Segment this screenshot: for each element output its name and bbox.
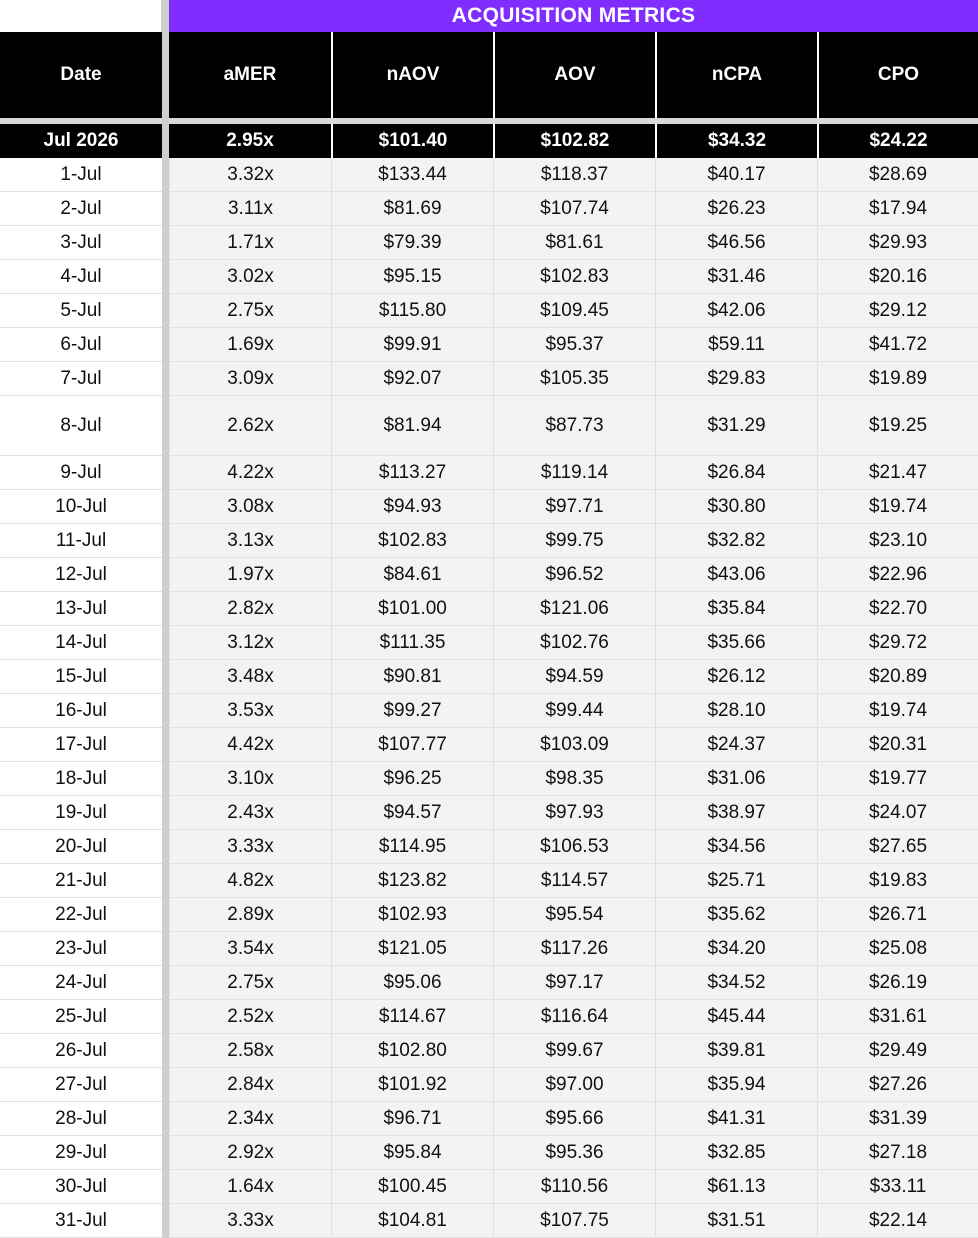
aov-cell[interactable]: $98.35 xyxy=(493,762,655,796)
amer-cell[interactable]: 3.48x xyxy=(169,660,331,694)
table-row xyxy=(0,294,978,328)
column-header-amer[interactable]: aMER xyxy=(169,32,331,118)
naov-cell[interactable]: $111.35 xyxy=(331,626,493,660)
table-body xyxy=(0,158,978,1238)
aov-cell[interactable]: $107.75 xyxy=(493,1204,655,1238)
date-cell[interactable]: 2-Jul xyxy=(0,192,162,226)
date-cell[interactable]: 24-Jul xyxy=(0,966,162,1000)
date-cell[interactable]: 4-Jul xyxy=(0,260,162,294)
date-cell[interactable]: 31-Jul xyxy=(0,1204,162,1238)
amer-cell[interactable]: 2.34x xyxy=(169,1102,331,1136)
table-row xyxy=(0,192,978,226)
ncpa-cell[interactable]: $59.11 xyxy=(655,328,817,362)
naov-cell[interactable]: $94.57 xyxy=(331,796,493,830)
ncpa-cell[interactable]: $35.94 xyxy=(655,1068,817,1102)
date-cell[interactable]: 27-Jul xyxy=(0,1068,162,1102)
ncpa-cell[interactable]: $34.52 xyxy=(655,966,817,1000)
ncpa-cell[interactable]: $26.23 xyxy=(655,192,817,226)
date-cell[interactable]: 17-Jul xyxy=(0,728,162,762)
cpo-cell[interactable]: $28.69 xyxy=(817,158,978,192)
naov-cell[interactable]: $94.93 xyxy=(331,490,493,524)
naov-cell[interactable]: $115.80 xyxy=(331,294,493,328)
naov-cell[interactable]: $81.94 xyxy=(331,396,493,456)
aov-cell[interactable]: $95.54 xyxy=(493,898,655,932)
cpo-cell[interactable]: $27.65 xyxy=(817,830,978,864)
naov-cell[interactable]: $92.07 xyxy=(331,362,493,396)
total-ncpa-cell[interactable]: $34.32 xyxy=(655,124,817,158)
amer-cell[interactable]: 2.89x xyxy=(169,898,331,932)
amer-cell[interactable]: 4.82x xyxy=(169,864,331,898)
table-row xyxy=(0,490,978,524)
amer-cell[interactable]: 3.53x xyxy=(169,694,331,728)
date-cell[interactable]: 15-Jul xyxy=(0,660,162,694)
naov-cell[interactable]: $96.71 xyxy=(331,1102,493,1136)
aov-cell[interactable]: $114.57 xyxy=(493,864,655,898)
naov-cell[interactable]: $95.06 xyxy=(331,966,493,1000)
aov-cell[interactable]: $102.83 xyxy=(493,260,655,294)
aov-cell[interactable]: $107.74 xyxy=(493,192,655,226)
ncpa-cell[interactable]: $42.06 xyxy=(655,294,817,328)
date-cell[interactable]: 26-Jul xyxy=(0,1034,162,1068)
table-row xyxy=(0,396,978,456)
aov-cell[interactable]: $121.06 xyxy=(493,592,655,626)
date-cell[interactable]: 29-Jul xyxy=(0,1136,162,1170)
cpo-cell[interactable]: $24.07 xyxy=(817,796,978,830)
amer-cell[interactable]: 3.08x xyxy=(169,490,331,524)
amer-cell[interactable]: 3.54x xyxy=(169,932,331,966)
amer-cell[interactable]: 2.84x xyxy=(169,1068,331,1102)
ncpa-cell[interactable]: $30.80 xyxy=(655,490,817,524)
column-header-cpo[interactable]: CPO xyxy=(817,32,978,118)
frozen-column-divider[interactable] xyxy=(162,0,169,1238)
amer-cell[interactable]: 1.97x xyxy=(169,558,331,592)
naov-cell[interactable]: $101.92 xyxy=(331,1068,493,1102)
total-date-cell[interactable]: Jul 2026 xyxy=(0,124,162,158)
amer-cell[interactable]: 1.69x xyxy=(169,328,331,362)
total-cpo-cell[interactable]: $24.22 xyxy=(817,124,978,158)
cpo-cell[interactable]: $31.61 xyxy=(817,1000,978,1034)
aov-cell[interactable]: $119.14 xyxy=(493,456,655,490)
aov-cell[interactable]: $97.17 xyxy=(493,966,655,1000)
ncpa-cell[interactable]: $26.12 xyxy=(655,660,817,694)
table-row xyxy=(0,1102,978,1136)
naov-cell[interactable]: $107.77 xyxy=(331,728,493,762)
aov-cell[interactable]: $95.36 xyxy=(493,1136,655,1170)
table-row xyxy=(0,796,978,830)
amer-cell[interactable]: 2.75x xyxy=(169,966,331,1000)
aov-cell[interactable]: $96.52 xyxy=(493,558,655,592)
table-row xyxy=(0,830,978,864)
naov-cell[interactable]: $113.27 xyxy=(331,456,493,490)
date-cell[interactable]: 20-Jul xyxy=(0,830,162,864)
aov-cell[interactable]: $105.35 xyxy=(493,362,655,396)
naov-cell[interactable]: $81.69 xyxy=(331,192,493,226)
table-row xyxy=(0,226,978,260)
ncpa-cell[interactable]: $39.81 xyxy=(655,1034,817,1068)
date-cell[interactable]: 3-Jul xyxy=(0,226,162,260)
total-aov-cell[interactable]: $102.82 xyxy=(493,124,655,158)
ncpa-cell[interactable]: $29.83 xyxy=(655,362,817,396)
ncpa-cell[interactable]: $31.06 xyxy=(655,762,817,796)
cpo-cell[interactable]: $19.74 xyxy=(817,694,978,728)
amer-cell[interactable]: 3.11x xyxy=(169,192,331,226)
aov-cell[interactable]: $109.45 xyxy=(493,294,655,328)
ncpa-cell[interactable]: $32.82 xyxy=(655,524,817,558)
aov-cell[interactable]: $99.44 xyxy=(493,694,655,728)
date-cell[interactable]: 6-Jul xyxy=(0,328,162,362)
amer-cell[interactable]: 4.42x xyxy=(169,728,331,762)
table-row xyxy=(0,362,978,396)
ncpa-cell[interactable]: $35.84 xyxy=(655,592,817,626)
cpo-cell[interactable]: $17.94 xyxy=(817,192,978,226)
naov-cell[interactable]: $99.27 xyxy=(331,694,493,728)
ncpa-cell[interactable]: $28.10 xyxy=(655,694,817,728)
amer-cell[interactable]: 1.71x xyxy=(169,226,331,260)
cpo-cell[interactable]: $41.72 xyxy=(817,328,978,362)
table-row xyxy=(0,456,978,490)
date-cell[interactable]: 21-Jul xyxy=(0,864,162,898)
cpo-cell[interactable]: $20.89 xyxy=(817,660,978,694)
aov-cell[interactable]: $103.09 xyxy=(493,728,655,762)
naov-cell[interactable]: $99.91 xyxy=(331,328,493,362)
cpo-cell[interactable]: $19.77 xyxy=(817,762,978,796)
naov-cell[interactable]: $79.39 xyxy=(331,226,493,260)
ncpa-cell[interactable]: $32.85 xyxy=(655,1136,817,1170)
cpo-cell[interactable]: $22.96 xyxy=(817,558,978,592)
ncpa-cell[interactable]: $61.13 xyxy=(655,1170,817,1204)
amer-cell[interactable]: 3.32x xyxy=(169,158,331,192)
cpo-cell[interactable]: $27.26 xyxy=(817,1068,978,1102)
amer-cell[interactable]: 2.43x xyxy=(169,796,331,830)
date-cell[interactable]: 16-Jul xyxy=(0,694,162,728)
cpo-cell[interactable]: $20.31 xyxy=(817,728,978,762)
ncpa-cell[interactable]: $43.06 xyxy=(655,558,817,592)
naov-cell[interactable]: $100.45 xyxy=(331,1170,493,1204)
date-cell[interactable]: 22-Jul xyxy=(0,898,162,932)
table-row xyxy=(0,694,978,728)
cpo-cell[interactable]: $19.25 xyxy=(817,396,978,456)
ncpa-cell[interactable]: $45.44 xyxy=(655,1000,817,1034)
date-cell[interactable]: 13-Jul xyxy=(0,592,162,626)
aov-cell[interactable]: $97.93 xyxy=(493,796,655,830)
naov-cell[interactable]: $96.25 xyxy=(331,762,493,796)
cpo-cell[interactable]: $29.93 xyxy=(817,226,978,260)
table-row xyxy=(0,932,978,966)
aov-cell[interactable]: $110.56 xyxy=(493,1170,655,1204)
column-header-aov[interactable]: AOV xyxy=(493,32,655,118)
aov-cell[interactable]: $118.37 xyxy=(493,158,655,192)
table-row xyxy=(0,592,978,626)
date-cell[interactable]: 18-Jul xyxy=(0,762,162,796)
table-row xyxy=(0,762,978,796)
cpo-cell[interactable]: $21.47 xyxy=(817,456,978,490)
aov-cell[interactable]: $116.64 xyxy=(493,1000,655,1034)
cpo-cell[interactable]: $26.19 xyxy=(817,966,978,1000)
ncpa-cell[interactable]: $46.56 xyxy=(655,226,817,260)
amer-cell[interactable]: 1.64x xyxy=(169,1170,331,1204)
amer-cell[interactable]: 3.13x xyxy=(169,524,331,558)
aov-cell[interactable]: $81.61 xyxy=(493,226,655,260)
date-cell[interactable]: 28-Jul xyxy=(0,1102,162,1136)
ncpa-cell[interactable]: $40.17 xyxy=(655,158,817,192)
table-row xyxy=(0,728,978,762)
aov-cell[interactable]: $97.00 xyxy=(493,1068,655,1102)
table-row xyxy=(0,558,978,592)
column-header-date[interactable]: Date xyxy=(0,32,162,118)
aov-cell[interactable]: $106.53 xyxy=(493,830,655,864)
aov-cell[interactable]: $102.76 xyxy=(493,626,655,660)
table-row xyxy=(0,1034,978,1068)
amer-cell[interactable]: 2.62x xyxy=(169,396,331,456)
amer-cell[interactable]: 3.33x xyxy=(169,830,331,864)
naov-cell[interactable]: $104.81 xyxy=(331,1204,493,1238)
naov-cell[interactable]: $84.61 xyxy=(331,558,493,592)
ncpa-cell[interactable]: $35.62 xyxy=(655,898,817,932)
date-cell[interactable]: 11-Jul xyxy=(0,524,162,558)
naov-cell[interactable]: $95.84 xyxy=(331,1136,493,1170)
date-cell[interactable]: 30-Jul xyxy=(0,1170,162,1204)
amer-cell[interactable]: 2.52x xyxy=(169,1000,331,1034)
cpo-cell[interactable]: $25.08 xyxy=(817,932,978,966)
group-title[interactable]: ACQUISITION METRICS xyxy=(169,0,978,32)
aov-cell[interactable]: $87.73 xyxy=(493,396,655,456)
aov-cell[interactable]: $99.67 xyxy=(493,1034,655,1068)
cpo-cell[interactable]: $29.72 xyxy=(817,626,978,660)
ncpa-cell[interactable]: $26.84 xyxy=(655,456,817,490)
table-row xyxy=(0,260,978,294)
date-cell[interactable]: 23-Jul xyxy=(0,932,162,966)
date-cell[interactable]: 19-Jul xyxy=(0,796,162,830)
table-row xyxy=(0,864,978,898)
naov-cell[interactable]: $121.05 xyxy=(331,932,493,966)
cpo-cell[interactable]: $19.74 xyxy=(817,490,978,524)
aov-cell[interactable]: $95.37 xyxy=(493,328,655,362)
naov-cell[interactable]: $114.67 xyxy=(331,1000,493,1034)
total-naov-cell[interactable]: $101.40 xyxy=(331,124,493,158)
cpo-cell[interactable]: $23.10 xyxy=(817,524,978,558)
amer-cell[interactable]: 2.82x xyxy=(169,592,331,626)
cpo-cell[interactable]: $22.14 xyxy=(817,1204,978,1238)
date-cell[interactable]: 7-Jul xyxy=(0,362,162,396)
ncpa-cell[interactable]: $34.56 xyxy=(655,830,817,864)
aov-cell[interactable]: $95.66 xyxy=(493,1102,655,1136)
cpo-cell[interactable]: $29.49 xyxy=(817,1034,978,1068)
table-row xyxy=(0,524,978,558)
cpo-cell[interactable]: $19.89 xyxy=(817,362,978,396)
table-row xyxy=(0,1204,978,1238)
ncpa-cell[interactable]: $31.51 xyxy=(655,1204,817,1238)
amer-cell[interactable]: 3.09x xyxy=(169,362,331,396)
column-header-row xyxy=(0,32,978,118)
cpo-cell[interactable]: $20.16 xyxy=(817,260,978,294)
ncpa-cell[interactable]: $34.20 xyxy=(655,932,817,966)
ncpa-cell[interactable]: $25.71 xyxy=(655,864,817,898)
cpo-cell[interactable]: $33.11 xyxy=(817,1170,978,1204)
total-row xyxy=(0,124,978,158)
aov-cell[interactable]: $94.59 xyxy=(493,660,655,694)
table-row xyxy=(0,1136,978,1170)
amer-cell[interactable]: 4.22x xyxy=(169,456,331,490)
ncpa-cell[interactable]: $38.97 xyxy=(655,796,817,830)
date-cell[interactable]: 12-Jul xyxy=(0,558,162,592)
cpo-cell[interactable]: $29.12 xyxy=(817,294,978,328)
ncpa-cell[interactable]: $41.31 xyxy=(655,1102,817,1136)
table-row xyxy=(0,158,978,192)
table-row xyxy=(0,966,978,1000)
aov-cell[interactable]: $97.71 xyxy=(493,490,655,524)
amer-cell[interactable]: 3.10x xyxy=(169,762,331,796)
date-cell[interactable]: 14-Jul xyxy=(0,626,162,660)
amer-cell[interactable]: 2.75x xyxy=(169,294,331,328)
date-cell[interactable]: 9-Jul xyxy=(0,456,162,490)
table-row xyxy=(0,1000,978,1034)
column-header-ncpa[interactable]: nCPA xyxy=(655,32,817,118)
total-amer-cell[interactable]: 2.95x xyxy=(169,124,331,158)
column-header-naov[interactable]: nAOV xyxy=(331,32,493,118)
ncpa-cell[interactable]: $35.66 xyxy=(655,626,817,660)
date-cell[interactable]: 10-Jul xyxy=(0,490,162,524)
naov-cell[interactable]: $102.80 xyxy=(331,1034,493,1068)
group-header-row xyxy=(0,0,978,32)
date-cell[interactable]: 5-Jul xyxy=(0,294,162,328)
amer-cell[interactable]: 2.92x xyxy=(169,1136,331,1170)
date-cell[interactable]: 25-Jul xyxy=(0,1000,162,1034)
group-header-blank-cell[interactable] xyxy=(0,0,162,32)
ncpa-cell[interactable]: $24.37 xyxy=(655,728,817,762)
aov-cell[interactable]: $99.75 xyxy=(493,524,655,558)
cpo-cell[interactable]: $31.39 xyxy=(817,1102,978,1136)
naov-cell[interactable]: $90.81 xyxy=(331,660,493,694)
cpo-cell[interactable]: $26.71 xyxy=(817,898,978,932)
amer-cell[interactable]: 3.33x xyxy=(169,1204,331,1238)
naov-cell[interactable]: $101.00 xyxy=(331,592,493,626)
amer-cell[interactable]: 2.58x xyxy=(169,1034,331,1068)
ncpa-cell[interactable]: $31.29 xyxy=(655,396,817,456)
cpo-cell[interactable]: $22.70 xyxy=(817,592,978,626)
naov-cell[interactable]: $114.95 xyxy=(331,830,493,864)
naov-cell[interactable]: $123.82 xyxy=(331,864,493,898)
table-row xyxy=(0,660,978,694)
table-row xyxy=(0,898,978,932)
date-cell[interactable]: 1-Jul xyxy=(0,158,162,192)
naov-cell[interactable]: $95.15 xyxy=(331,260,493,294)
naov-cell[interactable]: $102.83 xyxy=(331,524,493,558)
cpo-cell[interactable]: $27.18 xyxy=(817,1136,978,1170)
table-row xyxy=(0,626,978,660)
table-row xyxy=(0,1068,978,1102)
amer-cell[interactable]: 3.02x xyxy=(169,260,331,294)
cpo-cell[interactable]: $19.83 xyxy=(817,864,978,898)
ncpa-cell[interactable]: $31.46 xyxy=(655,260,817,294)
aov-cell[interactable]: $117.26 xyxy=(493,932,655,966)
naov-cell[interactable]: $102.93 xyxy=(331,898,493,932)
table-row xyxy=(0,328,978,362)
table-row xyxy=(0,1170,978,1204)
date-cell[interactable]: 8-Jul xyxy=(0,396,162,456)
naov-cell[interactable]: $133.44 xyxy=(331,158,493,192)
amer-cell[interactable]: 3.12x xyxy=(169,626,331,660)
